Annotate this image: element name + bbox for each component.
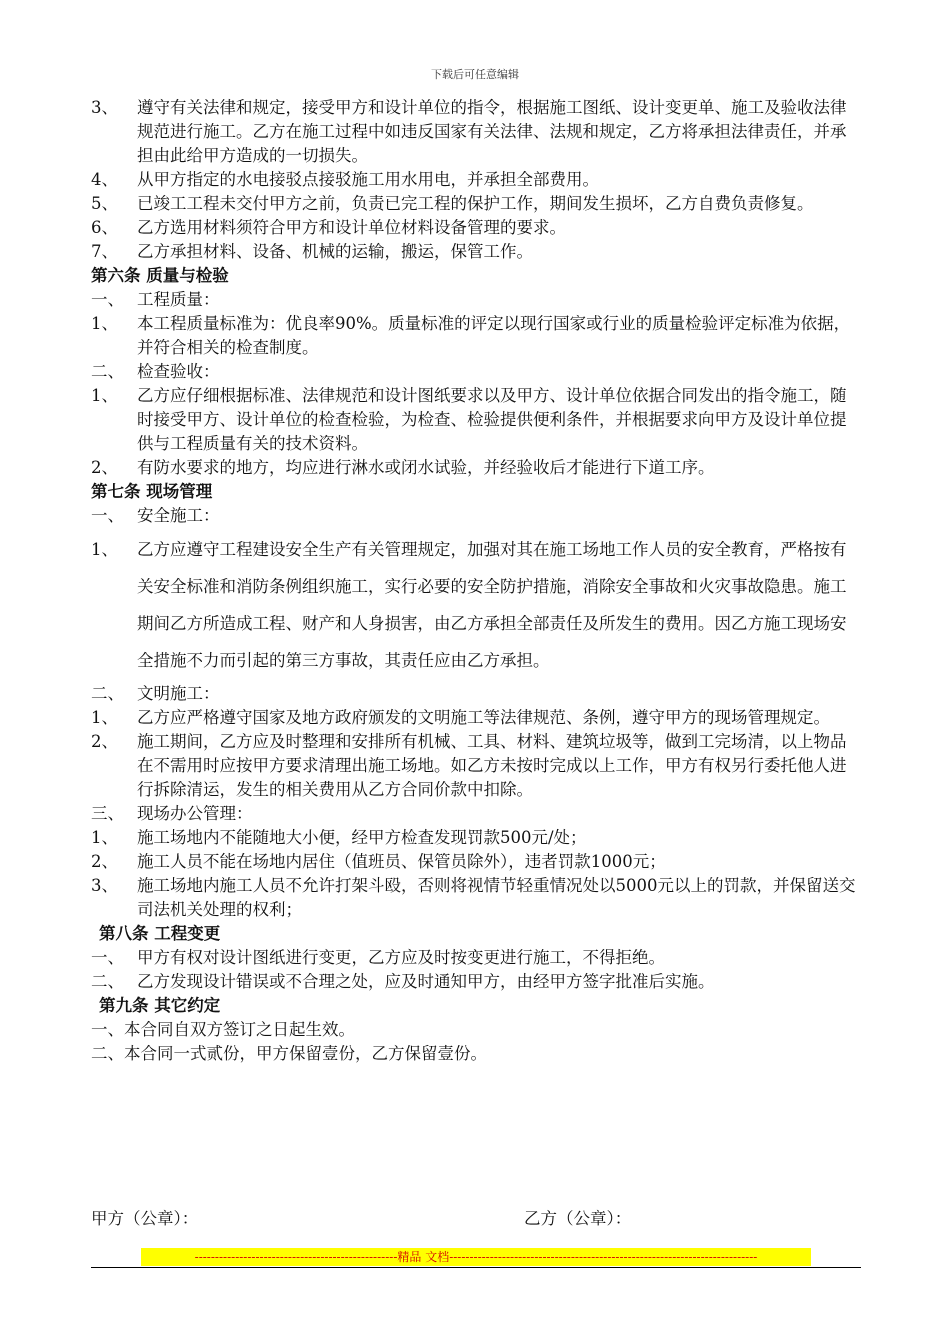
party-a-signature: 甲方（公章）： — [91, 1209, 199, 1228]
subheading: 一、 工程质量： — [91, 290, 220, 309]
list-item: 2、 施工期间，乙方应及时整理和安排所有机械、工具、材料、建筑垃圾等，做到工完场清，以上物品在不需用时应按甲方要求清理出施工场地。如乙方未按时完成以上工作，甲方有权另行委托他人进行拆除清运，发生的相关费用从乙方合同价款中扣除。 — [91, 732, 847, 799]
list-item: 3、 施工场地内施工人员不允许打架斗殴，否则将视情节轻重情况处以5000元以上的罚款，并保留送交司法机关处理的权利； — [91, 876, 856, 919]
list-item: 1、 乙方应严格遵守国家及地方政府颁发的文明施工等法律规范、条例，遵守甲方的现场管理规定。 — [91, 708, 830, 727]
section-9-title: 第九条 其它约定 — [99, 996, 221, 1015]
list-item: 4、 从甲方指定的水电接驳点接驳施工用水用电，并承担全部费用。 — [91, 170, 599, 189]
list-item: 1、 乙方应仔细根据标准、法律规范和设计图纸要求以及甲方、设计单位依据合同发出的指令施工，随时接受甲方、设计单位的检查检验，为检查、检验提供便利条件，并根据要求向甲方及设计单位提供与工程质量有关的技术资料。 — [91, 386, 847, 453]
contract-body — [91, 96, 861, 1066]
section-8-title: 第八条 工程变更 — [99, 924, 221, 943]
list-item: 一、 甲方有权对设计图纸进行变更，乙方应及时按变更进行施工，不得拒绝。 — [91, 948, 665, 967]
list-item: 1、 本工程质量标准为：优良率90%。质量标准的评定以现行国家或行业的质量检验评定标准为依据，并符合相关的检查制度。 — [91, 314, 851, 357]
subheading: 二、 检查验收： — [91, 362, 220, 381]
list-item: 2、 有防水要求的地方，均应进行淋水或闭水试验，并经验收后才能进行下道工序。 — [91, 458, 715, 477]
list-item: 2、 施工人员不能在场地内居住（值班员、保管员除外），违者罚款1000元； — [91, 852, 666, 871]
list-item: 二、本合同一式贰份，甲方保留壹份，乙方保留壹份。 — [91, 1044, 487, 1063]
list-item: 7、 乙方承担材料、设备、机械的运输，搬运，保管工作。 — [91, 242, 533, 261]
list-item: 1、 乙方应遵守工程建设安全生产有关管理规定，加强对其在施工场地工作人员的安全教育，严格按有关安全标准和消防条例组织施工，实行必要的安全防护措施，消除安全事故和火灾事故隐患。施工期间乙方所造成工程、财产和人身损害，由乙方承担全部责任及所发生的费用。因乙方施工现场安全措施不力而引起的第三方事故，其责任应由乙方承担。 — [91, 540, 847, 670]
section-6-title: 第六条 质量与检验 — [91, 266, 229, 285]
party-b-signature: 乙方（公章）： — [524, 1209, 632, 1228]
list-item: 一、本合同自双方签订之日起生效。 — [91, 1020, 355, 1039]
list-item: 3、 遵守有关法律和规定，接受甲方和设计单位的指令，根据施工图纸、设计变更单、施工及验收法律规范进行施工。乙方在施工过程中如违反国家有关法律、法规和规定，乙方将承担法律责任，并承担由此给甲方造成的一切损失。 — [91, 98, 847, 165]
section-7-title: 第七条 现场管理 — [91, 482, 213, 501]
subheading: 三、 现场办公管理： — [91, 804, 253, 823]
list-item: 5、 已竣工工程未交付甲方之前，负责已完工程的保护工作，期间发生损坏，乙方自费负责修复。 — [91, 194, 814, 213]
subheading: 一、 安全施工： — [91, 506, 220, 525]
subheading: 二、 文明施工： — [91, 684, 220, 703]
header-watermark: 下载后可任意编辑 — [431, 68, 519, 81]
list-item: 6、 乙方选用材料须符合甲方和设计单位材料设备管理的要求。 — [91, 218, 566, 237]
list-item: 二、 乙方发现设计错误或不合理之处，应及时通知甲方，由经甲方签字批准后实施。 — [91, 972, 715, 991]
footer-divider — [91, 1267, 861, 1268]
list-item: 1、 施工场地内不能随地大小便，经甲方检查发现罚款500元/处； — [91, 828, 587, 847]
footer-banner: --------------------------------------------------精品 文档---------------------------------------------------------------------------- — [141, 1248, 811, 1266]
